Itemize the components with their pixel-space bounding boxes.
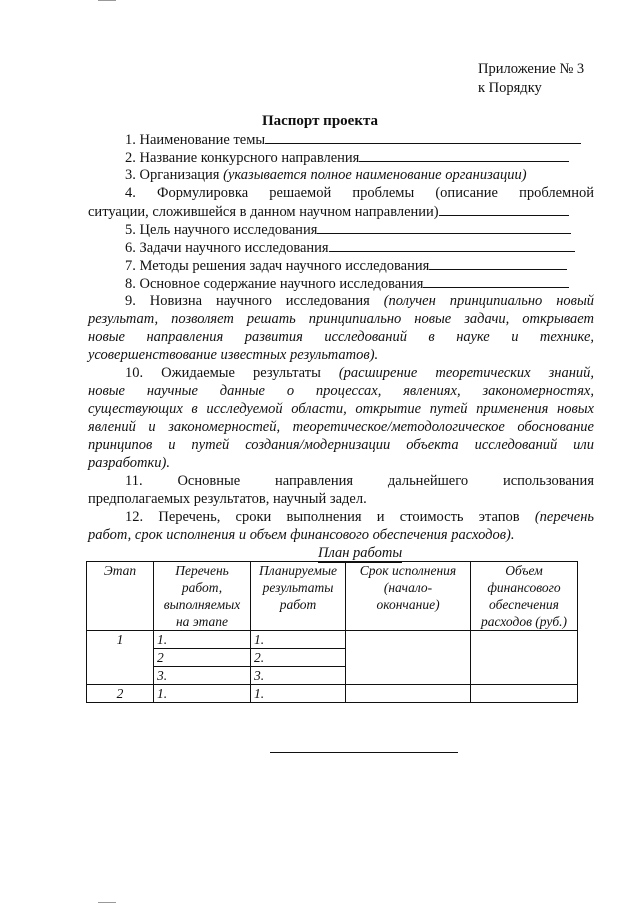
item-10-line-4: явлений и закономерностей, теоретическое/методологическое обоснование: [88, 419, 594, 435]
fill-line: [423, 274, 569, 288]
item-2: [88, 148, 594, 168]
fill-line: [439, 202, 569, 216]
header-results: Планируемые результаты работ: [251, 562, 346, 631]
fill-line: [429, 256, 567, 270]
item-1-label: 1. Наименование темы: [125, 132, 266, 148]
deadline-cell: [346, 685, 471, 703]
item-3: [88, 166, 594, 185]
header-funding: Объем финансового обеспечения расходов (руб.): [471, 562, 578, 631]
result-cell: 3.: [251, 667, 346, 685]
item-6-label: 6. Задачи научного исследования: [125, 240, 329, 256]
item-8-label: 8. Основное содержание научного исследования: [125, 276, 424, 292]
item-10-line-5: принципов и путей создания/модернизации объекта исследований или: [88, 437, 594, 453]
item-8: [88, 274, 594, 294]
item-6: [88, 238, 594, 258]
item-4-line-1: 4. Формулировка решаемой проблемы (описание проблемной: [125, 185, 594, 201]
item-10-label: 10.: [125, 365, 144, 381]
header-deadline: Срок исполнения (начало- окончание): [346, 562, 471, 631]
item-10-line-3: существующих в исследуемой области, открытие путей применения новых: [88, 401, 594, 417]
item-11-line-2: предполагаемых результатов, научный задел.: [88, 491, 367, 507]
item-7-label: 7. Методы решения задач научного исследования: [125, 258, 430, 274]
appendix-order: к Порядку: [478, 80, 542, 96]
item-1: [88, 130, 594, 150]
item-11-line-1: 11. Основные направления дальнейшего использования: [125, 473, 594, 489]
result-cell: 1.: [251, 685, 346, 703]
appendix-label: [478, 60, 584, 98]
page-title: Паспорт проекта: [261, 113, 379, 129]
table-row: [87, 685, 578, 703]
item-5: [88, 220, 594, 240]
item-3-note: (указывается полное наименование организации): [223, 167, 527, 183]
table-header-row: [87, 562, 578, 631]
appendix-number: Приложение № 3: [478, 61, 585, 77]
work-cell: 1.: [154, 685, 251, 703]
item-9-label: 9. Новизна научного исследования: [125, 293, 370, 309]
item-4-line-2: ситуации, сложившейся в данном научном направлении): [88, 202, 594, 222]
fill-line: [329, 238, 575, 252]
item-7: [88, 256, 594, 276]
signature-line: [270, 752, 458, 753]
result-cell: 1.: [251, 631, 346, 649]
item-3-label: 3. Организация: [125, 167, 220, 183]
fill-line: [317, 220, 571, 234]
work-plan-table: [86, 561, 578, 703]
item-12-line-1: 12. Перечень, сроки выполнения и стоимость этапов (перечень: [125, 509, 594, 525]
fill-line: [359, 148, 569, 162]
header-works: Перечень работ, выполняемых на этапе: [154, 562, 251, 631]
work-cell: 2: [154, 649, 251, 667]
item-10-line-1: 10. Ожидаемые результаты (расширение теоретических знаний,: [125, 365, 595, 381]
item-12-line-2: работ, срок исполнения и объем финансового обеспечения расходов).: [88, 527, 515, 543]
item-9-line-4: усовершенствование известных результатов).: [88, 347, 379, 363]
stage-cell: 2: [87, 685, 154, 703]
table-row: [87, 631, 578, 649]
header-stage: Этап: [87, 562, 154, 631]
work-cell: 3.: [154, 667, 251, 685]
item-10-line-6: разработки).: [88, 455, 170, 471]
item-9-line-3: новые направления развития исследований в науке и технике,: [88, 329, 594, 345]
item-2-label: 2. Название конкурсного направления: [125, 150, 360, 166]
fill-line: [265, 130, 581, 144]
item-5-label: 5. Цель научного исследования: [125, 222, 318, 238]
funding-cell: [471, 631, 578, 685]
item-12-label: 12.: [125, 509, 144, 525]
scan-edge-mark: [98, 0, 116, 1]
result-cell: 2.: [251, 649, 346, 667]
work-cell: 1.: [154, 631, 251, 649]
item-9-line-1: 9. Новизна научного исследования (получен принципиально новый: [125, 293, 595, 309]
scan-edge-mark: [98, 902, 116, 903]
stage-cell: 1: [87, 631, 154, 685]
item-10-line-2: новые научные данные о процессах, явлениях, закономерностях,: [88, 383, 594, 399]
plan-title: План работы: [318, 545, 403, 561]
funding-cell: [471, 685, 578, 703]
deadline-cell: [346, 631, 471, 685]
item-9-line-2: результат, позволяет решать принципиально новые задачи, открывает: [88, 311, 594, 327]
